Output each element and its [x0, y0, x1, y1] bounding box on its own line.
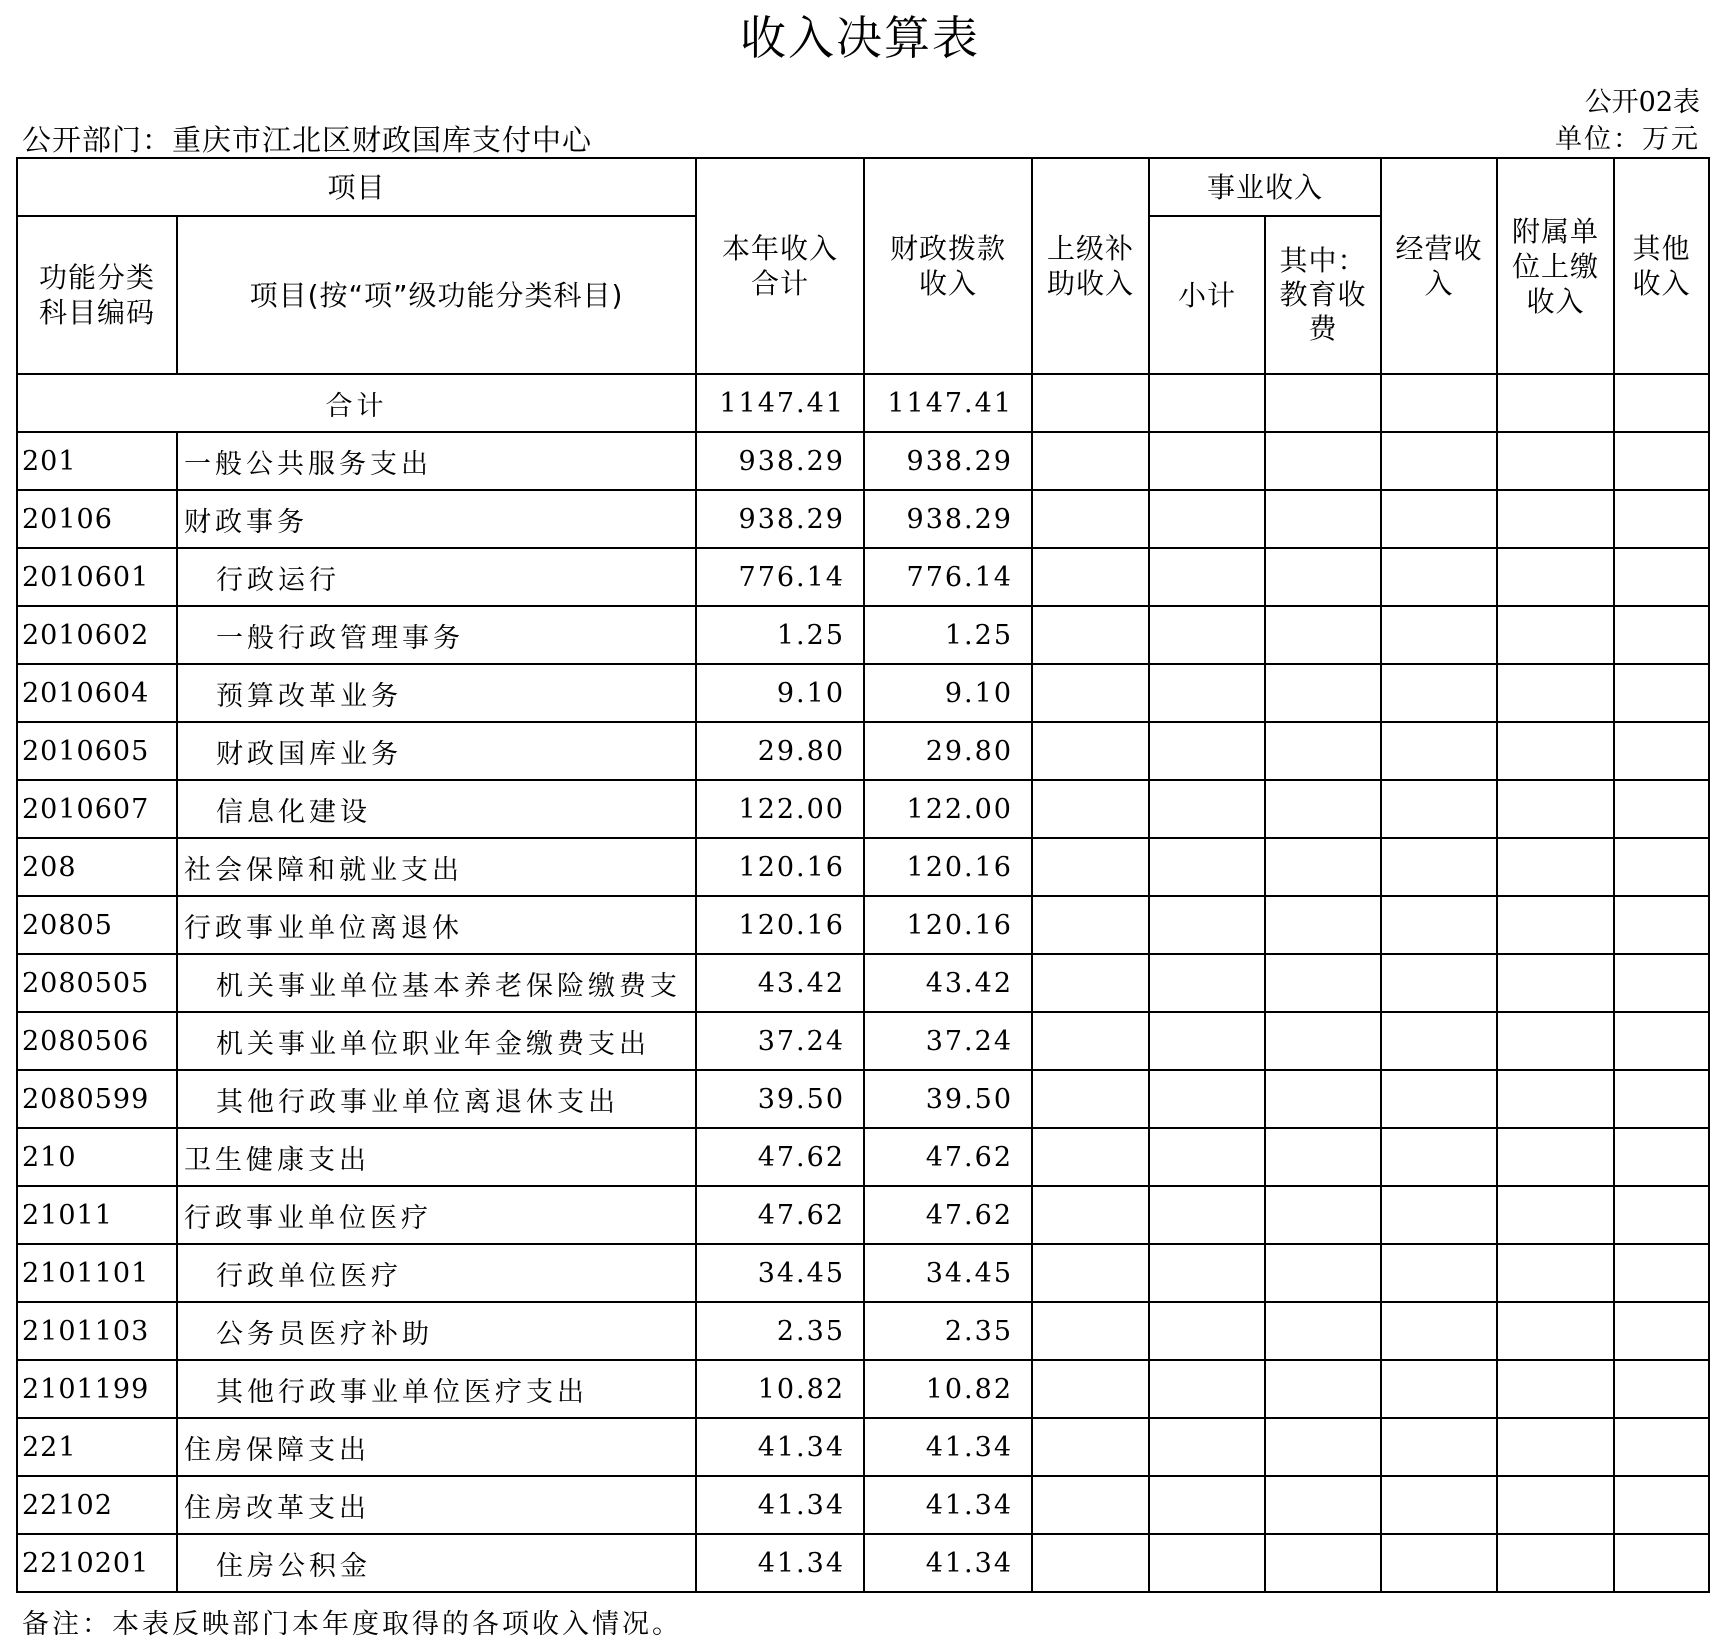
empty-cell — [1497, 1476, 1614, 1534]
row-name: 行政事业单位离退休 — [177, 896, 696, 954]
empty-cell — [1149, 1302, 1265, 1360]
empty-cell — [1265, 490, 1381, 548]
empty-cell — [1149, 1418, 1265, 1476]
empty-cell — [1149, 548, 1265, 606]
row-name: 预算改革业务 — [177, 664, 696, 722]
row-fiscal: 43.42 — [864, 954, 1032, 1012]
row-code: 21011 — [17, 1186, 177, 1244]
empty-cell — [1149, 606, 1265, 664]
row-fiscal: 9.10 — [864, 664, 1032, 722]
empty-cell — [1265, 1186, 1381, 1244]
empty-cell — [1381, 1012, 1497, 1070]
empty-cell — [1032, 1186, 1149, 1244]
row-total-income: 938.29 — [696, 432, 864, 490]
table-row — [17, 490, 1709, 548]
empty-cell — [1032, 1128, 1149, 1186]
row-total-income: 37.24 — [696, 1012, 864, 1070]
empty-cell — [1497, 1418, 1614, 1476]
empty-cell — [1381, 1476, 1497, 1534]
empty-cell — [1497, 1534, 1614, 1592]
empty-cell — [1614, 490, 1709, 548]
row-total-income: 120.16 — [696, 838, 864, 896]
row-total-income: 29.80 — [696, 722, 864, 780]
row-name: 机关事业单位基本养老保险缴费支 — [177, 954, 696, 1012]
total-fiscal-cell: 1147.41 — [864, 374, 1032, 432]
empty-cell — [1149, 1476, 1265, 1534]
header-business-income: 事业收入 — [1149, 158, 1381, 216]
row-fiscal: 120.16 — [864, 896, 1032, 954]
empty-cell — [1614, 1476, 1709, 1534]
empty-cell — [1497, 1070, 1614, 1128]
empty-cell — [1032, 1244, 1149, 1302]
table-row — [17, 1128, 1709, 1186]
row-code: 201 — [17, 432, 177, 490]
row-name: 一般公共服务支出 — [177, 432, 696, 490]
row-fiscal: 29.80 — [864, 722, 1032, 780]
row-code: 2010604 — [17, 664, 177, 722]
table-row — [17, 954, 1709, 1012]
empty-cell — [1497, 432, 1614, 490]
empty-cell — [1381, 606, 1497, 664]
row-fiscal: 47.62 — [864, 1186, 1032, 1244]
header-total-income: 本年收入合计 — [696, 158, 864, 374]
empty-cell — [1381, 954, 1497, 1012]
table-row — [17, 896, 1709, 954]
table-row — [17, 1534, 1709, 1592]
row-fiscal: 41.34 — [864, 1418, 1032, 1476]
empty-cell — [1149, 1012, 1265, 1070]
row-fiscal: 122.00 — [864, 780, 1032, 838]
empty-cell — [1614, 1360, 1709, 1418]
row-fiscal: 938.29 — [864, 490, 1032, 548]
empty-cell — [1381, 548, 1497, 606]
empty-cell — [1149, 838, 1265, 896]
empty-cell — [1032, 838, 1149, 896]
empty-cell — [1614, 432, 1709, 490]
empty-cell — [1497, 1244, 1614, 1302]
row-fiscal: 41.34 — [864, 1534, 1032, 1592]
row-name: 财政国库业务 — [177, 722, 696, 780]
row-name: 财政事务 — [177, 490, 696, 548]
empty-cell — [1265, 1476, 1381, 1534]
empty-cell — [1265, 722, 1381, 780]
empty-cell — [1497, 490, 1614, 548]
header-operating: 经营收入 — [1381, 158, 1497, 374]
empty-cell — [1497, 664, 1614, 722]
empty-cell — [1149, 1244, 1265, 1302]
row-name: 一般行政管理事务 — [177, 606, 696, 664]
empty-cell — [1381, 1534, 1497, 1592]
footnote: 备注：本表反映部门本年度取得的各项收入情况。 — [22, 1609, 682, 1640]
empty-cell — [1265, 548, 1381, 606]
row-fiscal: 2.35 — [864, 1302, 1032, 1360]
row-total-income: 120.16 — [696, 896, 864, 954]
empty-cell — [1149, 722, 1265, 780]
empty-cell — [1032, 1012, 1149, 1070]
table-row — [17, 432, 1709, 490]
empty-cell — [1149, 432, 1265, 490]
row-total-income: 47.62 — [696, 1128, 864, 1186]
row-name: 信息化建设 — [177, 780, 696, 838]
empty-cell — [1381, 1070, 1497, 1128]
empty-cell — [1497, 606, 1614, 664]
empty-cell — [1614, 722, 1709, 780]
row-total-income: 43.42 — [696, 954, 864, 1012]
row-name: 公务员医疗补助 — [177, 1302, 696, 1360]
empty-cell — [1497, 548, 1614, 606]
header-education-fee: 其中：教育收费 — [1265, 216, 1381, 374]
empty-cell — [1614, 1244, 1709, 1302]
row-name: 行政事业单位医疗 — [177, 1186, 696, 1244]
row-fiscal: 776.14 — [864, 548, 1032, 606]
empty-cell — [1381, 780, 1497, 838]
row-fiscal: 47.62 — [864, 1128, 1032, 1186]
empty-cell — [1265, 664, 1381, 722]
table-row — [17, 838, 1709, 896]
table-row — [17, 606, 1709, 664]
empty-cell — [1149, 1186, 1265, 1244]
header-affiliated: 附属单位上缴收入 — [1497, 158, 1614, 374]
header-item-name: 项目(按“项”级功能分类科目) — [177, 216, 696, 374]
total-label: 合计 — [17, 374, 696, 432]
empty-cell — [1497, 1302, 1614, 1360]
empty-cell — [1032, 896, 1149, 954]
empty-cell — [1265, 1012, 1381, 1070]
empty-cell — [1381, 838, 1497, 896]
empty-cell — [1032, 1476, 1149, 1534]
row-name: 其他行政事业单位离退休支出 — [177, 1070, 696, 1128]
row-name: 住房改革支出 — [177, 1476, 696, 1534]
empty-cell — [1614, 1012, 1709, 1070]
row-code: 2080505 — [17, 954, 177, 1012]
empty-cell — [1265, 954, 1381, 1012]
row-fiscal: 10.82 — [864, 1360, 1032, 1418]
empty-cell — [1149, 896, 1265, 954]
empty-cell — [1381, 896, 1497, 954]
row-total-income: 41.34 — [696, 1534, 864, 1592]
empty-cell — [1032, 548, 1149, 606]
row-name: 行政运行 — [177, 548, 696, 606]
empty-cell — [1497, 954, 1614, 1012]
empty-cell — [1381, 1186, 1497, 1244]
row-name: 住房保障支出 — [177, 1418, 696, 1476]
row-fiscal: 120.16 — [864, 838, 1032, 896]
empty-cell — [1497, 896, 1614, 954]
table-row — [17, 780, 1709, 838]
row-name: 住房公积金 — [177, 1534, 696, 1592]
empty-cell — [1265, 432, 1381, 490]
row-code: 2101103 — [17, 1302, 177, 1360]
empty-cell — [1149, 1128, 1265, 1186]
empty-cell — [1381, 1244, 1497, 1302]
empty-cell — [1614, 1070, 1709, 1128]
row-total-income: 1.25 — [696, 606, 864, 664]
row-code: 2101199 — [17, 1360, 177, 1418]
row-total-income: 938.29 — [696, 490, 864, 548]
empty-cell — [1614, 1302, 1709, 1360]
row-code: 2101101 — [17, 1244, 177, 1302]
form-number: 公开02表 — [1584, 87, 1700, 118]
empty-cell — [1265, 606, 1381, 664]
row-code: 221 — [17, 1418, 177, 1476]
row-name: 社会保障和就业支出 — [177, 838, 696, 896]
header-project: 项目 — [17, 158, 696, 216]
empty-cell — [1381, 664, 1497, 722]
row-total-income: 776.14 — [696, 548, 864, 606]
header-other: 其他收入 — [1614, 158, 1709, 374]
row-fiscal: 34.45 — [864, 1244, 1032, 1302]
empty-cell — [1497, 1128, 1614, 1186]
empty-cell — [1149, 664, 1265, 722]
empty-cell — [1614, 664, 1709, 722]
empty-cell — [1381, 432, 1497, 490]
empty-cell — [1032, 1534, 1149, 1592]
empty-cell — [1381, 490, 1497, 548]
row-name: 卫生健康支出 — [177, 1128, 696, 1186]
empty-cell — [1032, 664, 1149, 722]
row-code: 20106 — [17, 490, 177, 548]
empty-cell — [1614, 548, 1709, 606]
empty-cell — [1149, 954, 1265, 1012]
row-code: 2080599 — [17, 1070, 177, 1128]
row-name: 其他行政事业单位医疗支出 — [177, 1360, 696, 1418]
empty-cell — [1149, 490, 1265, 548]
empty-cell — [1497, 1186, 1614, 1244]
row-fiscal: 938.29 — [864, 432, 1032, 490]
empty-cell — [1497, 838, 1614, 896]
row-total-income: 10.82 — [696, 1360, 864, 1418]
empty-cell — [1265, 780, 1381, 838]
empty-cell — [1149, 1070, 1265, 1128]
header-fiscal: 财政拨款收入 — [864, 158, 1032, 374]
income-table — [16, 157, 1710, 1593]
row-total-income: 34.45 — [696, 1244, 864, 1302]
row-code: 2010605 — [17, 722, 177, 780]
table-row — [17, 1244, 1709, 1302]
row-total-income: 41.34 — [696, 1476, 864, 1534]
empty-cell — [1032, 954, 1149, 1012]
empty-cell — [1381, 1128, 1497, 1186]
table-row — [17, 1476, 1709, 1534]
row-code: 2010602 — [17, 606, 177, 664]
empty-cell — [1614, 606, 1709, 664]
empty-cell — [1614, 1128, 1709, 1186]
row-code: 2010601 — [17, 548, 177, 606]
empty-cell — [1497, 1012, 1614, 1070]
table-row — [17, 1070, 1709, 1128]
empty-cell — [1032, 432, 1149, 490]
row-total-income: 9.10 — [696, 664, 864, 722]
empty-cell — [1032, 1070, 1149, 1128]
department-label: 公开部门：重庆市江北区财政国库支付中心 — [22, 123, 593, 157]
empty-cell — [1265, 896, 1381, 954]
table-row — [17, 1418, 1709, 1476]
table-row — [17, 1302, 1709, 1360]
empty-cell — [1149, 1534, 1265, 1592]
empty-cell — [1265, 1360, 1381, 1418]
row-code: 2210201 — [17, 1534, 177, 1592]
row-fiscal: 39.50 — [864, 1070, 1032, 1128]
row-name: 机关事业单位职业年金缴费支出 — [177, 1012, 696, 1070]
empty-cell — [1497, 722, 1614, 780]
empty-cell — [1497, 780, 1614, 838]
row-fiscal: 37.24 — [864, 1012, 1032, 1070]
row-code: 2080506 — [17, 1012, 177, 1070]
row-name: 行政单位医疗 — [177, 1244, 696, 1302]
table-row — [17, 548, 1709, 606]
row-total-income: 2.35 — [696, 1302, 864, 1360]
empty-cell — [1032, 722, 1149, 780]
row-total-income: 39.50 — [696, 1070, 864, 1128]
empty-cell — [1032, 1418, 1149, 1476]
empty-cell — [1614, 1186, 1709, 1244]
header-subtotal: 小计 — [1149, 216, 1265, 374]
row-code: 210 — [17, 1128, 177, 1186]
empty-cell — [1265, 1070, 1381, 1128]
row-fiscal: 1.25 — [864, 606, 1032, 664]
table-row — [17, 1360, 1709, 1418]
empty-cell — [1614, 954, 1709, 1012]
empty-cell — [1614, 1534, 1709, 1592]
empty-cell — [1032, 606, 1149, 664]
header-superior-subsidy: 上级补助收入 — [1032, 158, 1149, 374]
row-code: 20805 — [17, 896, 177, 954]
row-code: 208 — [17, 838, 177, 896]
row-code: 22102 — [17, 1476, 177, 1534]
empty-cell — [1032, 1360, 1149, 1418]
empty-cell — [1032, 490, 1149, 548]
empty-cell — [1032, 1302, 1149, 1360]
empty-cell — [1614, 838, 1709, 896]
table-row — [17, 664, 1709, 722]
row-total-income: 122.00 — [696, 780, 864, 838]
empty-cell — [1381, 722, 1497, 780]
empty-cell — [1381, 1418, 1497, 1476]
empty-cell — [1381, 1360, 1497, 1418]
row-total-income: 47.62 — [696, 1186, 864, 1244]
total-row — [17, 374, 1709, 432]
table-row — [17, 1012, 1709, 1070]
empty-cell — [1497, 1360, 1614, 1418]
empty-cell — [1614, 780, 1709, 838]
row-code: 2010607 — [17, 780, 177, 838]
empty-cell — [1265, 1244, 1381, 1302]
empty-cell — [1149, 1360, 1265, 1418]
empty-cell — [1614, 896, 1709, 954]
row-fiscal: 41.34 — [864, 1476, 1032, 1534]
total-income-cell: 1147.41 — [696, 374, 864, 432]
header-func-code: 功能分类科目编码 — [17, 216, 177, 374]
unit-label: 单位：万元 — [1555, 124, 1700, 155]
empty-cell — [1265, 838, 1381, 896]
empty-cell — [1265, 1534, 1381, 1592]
table-row — [17, 1186, 1709, 1244]
empty-cell — [1381, 1302, 1497, 1360]
empty-cell — [1265, 1128, 1381, 1186]
empty-cell — [1614, 1418, 1709, 1476]
empty-cell — [1032, 780, 1149, 838]
empty-cell — [1149, 780, 1265, 838]
page-title: 收入决算表 — [740, 11, 980, 65]
row-total-income: 41.34 — [696, 1418, 864, 1476]
table-row — [17, 722, 1709, 780]
empty-cell — [1265, 1418, 1381, 1476]
empty-cell — [1265, 1302, 1381, 1360]
